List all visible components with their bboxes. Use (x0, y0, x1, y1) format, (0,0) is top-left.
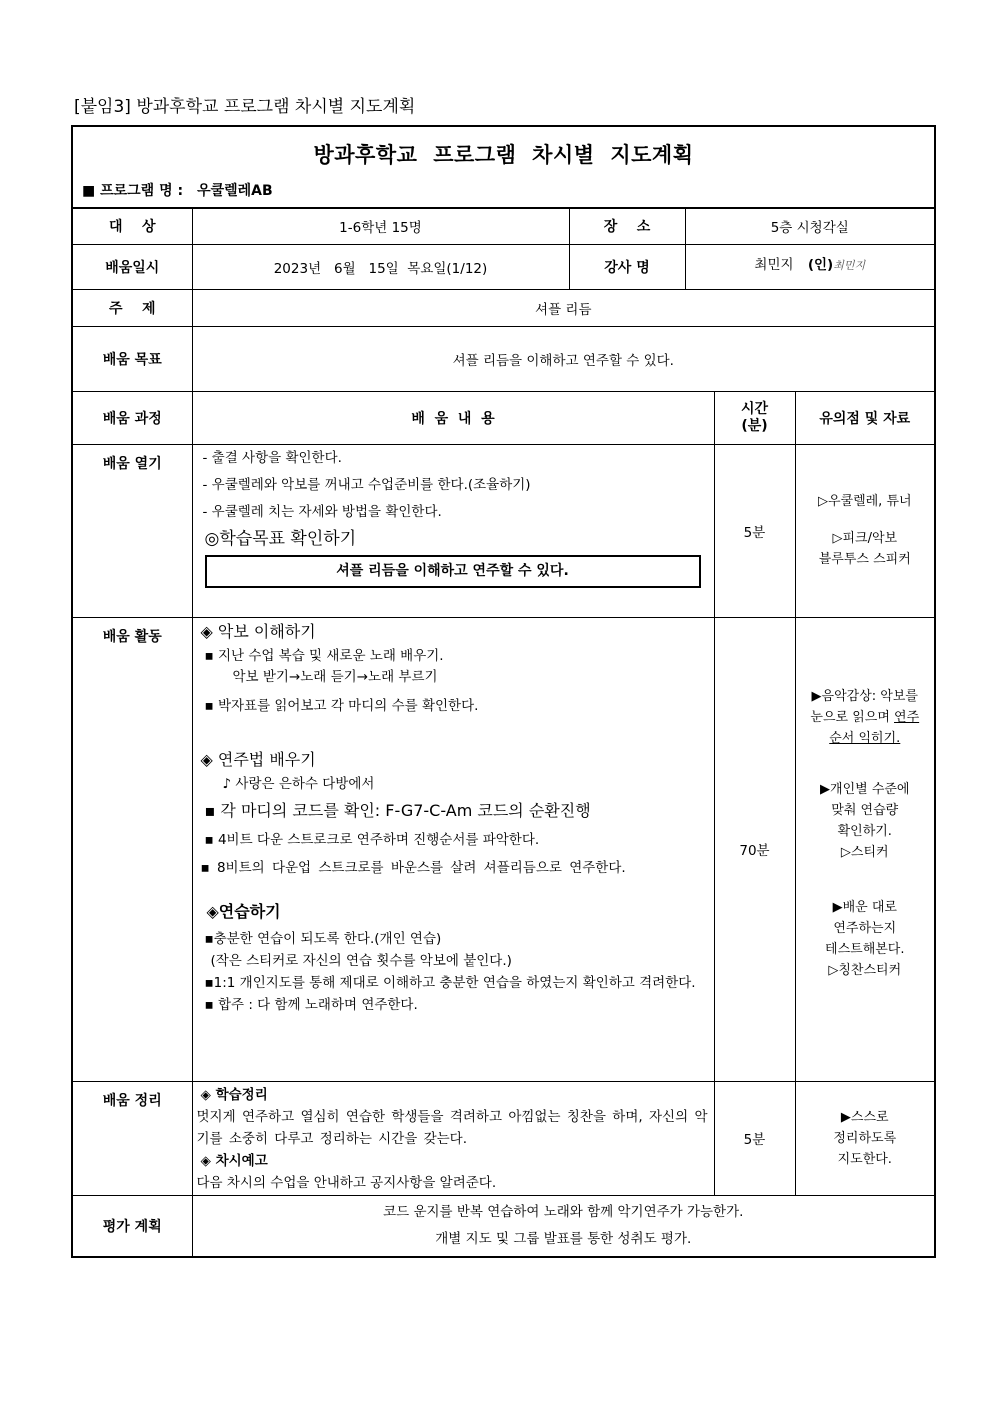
evaluation-label: 평가 계획 (73, 1195, 192, 1256)
activity-note3-3: 테스트해본다. (825, 941, 905, 957)
activity-sec1-line-1: ▪ 지난 수업 복습 및 새로운 노래 배우기. (204, 647, 444, 664)
target-value: 1-6학년 15명 (192, 209, 569, 244)
opening-note-2: ▷피크/악보 (832, 531, 898, 546)
topic-label: 주 제 (73, 289, 192, 326)
opening-content (192, 444, 714, 617)
date-value: 2023년 6월 15일 목요일(1/12) (192, 244, 569, 289)
activity-sec3-title: ◈연습하기 (206, 901, 281, 921)
activity-note1-b: 눈으로 읽으며 (810, 709, 890, 725)
activity-sec3-line-1: ▪충분한 연습이 되도록 한다.(개인 연습) (204, 930, 442, 947)
opening-goal-check: ◎학습목표 확인하기 (204, 528, 357, 549)
goal-value: 셔플 리듬을 이해하고 연주할 수 있다. (192, 326, 934, 391)
closing-sec2-title: ◈ 차시예고 (200, 1152, 268, 1169)
activity-sec2-line-3: ▪ 4비트 다운 스트로크로 연주하며 진행순서를 파악한다. (204, 831, 540, 848)
closing-label: 배움 정리 (73, 1081, 192, 1195)
target-label: 대 상 (73, 209, 192, 244)
row-columns (73, 391, 934, 444)
goal-label: 배움 목표 (73, 326, 192, 391)
activity-time: 70분 (714, 617, 795, 1081)
lesson-plan-table (73, 209, 934, 1256)
activity-sec3-line-3: ▪1:1 개인지도를 통해 제대로 이해하고 충분한 연습을 하였는지 확인하고 격려한다. (204, 974, 696, 991)
date-label: 배움일시 (73, 244, 192, 289)
activity-notes (795, 617, 934, 1081)
evaluation-content (192, 1195, 934, 1256)
program-value: 우쿨렐레AB (197, 183, 273, 199)
program-label: ■ 프로그램 명 : (82, 183, 184, 199)
closing-notes (795, 1081, 934, 1195)
closing-time: 5분 (714, 1081, 795, 1195)
activity-sec2-line-2: ▪ 각 마디의 코드를 확인: F-G7-C-Am 코드의 순환진행 (204, 800, 591, 820)
opening-goal-box: 셔플 리듬을 이해하고 연주할 수 있다. (205, 555, 701, 588)
closing-note-2: 정리하도록 (833, 1130, 897, 1146)
activity-note2-4: ▷스티커 (840, 844, 889, 860)
row-closing (73, 1081, 934, 1195)
attachment-title: [붙임3] 방과후학교 프로그램 차시별 지도계획 (74, 97, 416, 117)
closing-note-1: ▶스스로 (840, 1109, 889, 1125)
activity-note3-2: 연주하는지 (833, 920, 897, 936)
activity-sec1-line-2: 악보 받기→노래 듣기→노래 부르기 (232, 668, 438, 685)
seal-label: (인) (807, 256, 834, 273)
opening-line-2: - 우쿨렐레와 악보를 꺼내고 수업준비를 한다.(조율하기) (202, 476, 531, 493)
activity-note1-a: ▶음악감상: 악보를 (811, 688, 918, 704)
row-opening (73, 444, 934, 617)
opening-notes (795, 444, 934, 617)
col-time-line2: (분) (741, 417, 768, 434)
closing-sec2-text: 다음 차시의 수업을 안내하고 공지사항을 알려준다. (196, 1174, 497, 1191)
place-value: 5층 시청각실 (685, 209, 934, 244)
col-time-line1: 시간 (740, 400, 769, 417)
opening-label: 배움 열기 (73, 444, 192, 617)
activity-sec3-line-2: (작은 스티커로 자신의 연습 횟수를 악보에 붙인다.) (210, 952, 512, 969)
activity-note3-4: ▷칭찬스티커 (828, 962, 902, 978)
closing-sec1-title: ◈ 학습정리 (200, 1086, 268, 1103)
program-name (82, 180, 273, 200)
activity-note1-c: 연주 (894, 709, 920, 725)
col-notes: 유의점 및 자료 (795, 391, 934, 444)
place-label: 장 소 (569, 209, 685, 244)
lesson-plan-frame (71, 125, 936, 1258)
row-target (73, 209, 934, 244)
row-date (73, 244, 934, 289)
activity-note1-b-line (800, 707, 931, 728)
row-topic (73, 289, 934, 326)
opening-time: 5분 (714, 444, 795, 617)
evaluation-line-1: 코드 운지를 반복 연습하여 노래와 함께 악기연주가 가능한가. (383, 1203, 744, 1220)
activity-sec1-line-3: ▪ 박자표를 읽어보고 각 마디의 수를 확인한다. (204, 697, 479, 714)
plan-title: 방과후학교 프로그램 차시별 지도계획 (313, 143, 694, 167)
teacher-cell (685, 244, 934, 289)
col-time (714, 391, 795, 444)
activity-note1-d: 순서 익히기. (829, 730, 901, 746)
col-content: 배 움 내 용 (192, 391, 714, 444)
opening-note-3: 블루투스 스피커 (818, 552, 911, 567)
activity-content (192, 617, 714, 1081)
plan-header (73, 127, 934, 209)
col-process: 배움 과정 (73, 391, 192, 444)
activity-label: 배움 활동 (73, 617, 192, 1081)
teacher-value: 최민지 (754, 256, 794, 273)
closing-note-3: 지도한다. (837, 1151, 892, 1167)
closing-sec1-text: 멋지게 연주하고 열심히 연습한 학생들을 격려하고 아낌없는 칭찬을 하며, 자신의 악기를 소중히 다루고 정리하는 시간을 갖는다. (196, 1108, 708, 1147)
activity-sec2-title: ◈ 연주법 배우기 (200, 749, 316, 769)
opening-note-1: ▷우쿨렐레, 튜너 (817, 494, 912, 509)
teacher-label: 강사 명 (569, 244, 685, 289)
row-evaluation (73, 1195, 934, 1256)
row-activity (73, 617, 934, 1081)
activity-note2-3: 확인하기. (837, 823, 892, 839)
activity-note2-2: 맞춰 연습량 (831, 802, 899, 818)
activity-sec3-line-4: ▪ 합주 : 다 함께 노래하며 연주한다. (204, 996, 418, 1013)
activity-sec1-title: ◈ 악보 이해하기 (200, 621, 316, 641)
topic-value: 셔플 리듬 (192, 289, 934, 326)
opening-line-1: - 출결 사항을 확인한다. (202, 449, 342, 466)
evaluation-line-2: 개별 지도 및 그룹 발표를 통한 성취도 평가. (435, 1230, 692, 1247)
activity-note3-1: ▶배운 대로 (832, 899, 897, 915)
activity-note2-1: ▶개인별 수준에 (820, 781, 910, 797)
activity-sec2-line-4: ▪ 8비트의 다운업 스트크로를 바운스를 살려 셔플리듬으로 연주한다. (200, 859, 626, 876)
closing-content (192, 1081, 714, 1195)
activity-sec2-line-1: ♪ 사랑은 은하수 다방에서 (222, 775, 375, 792)
signature: 최민지 (833, 258, 866, 272)
opening-line-3: - 우쿨렐레 치는 자세와 방법을 확인한다. (202, 503, 442, 520)
row-goal (73, 326, 934, 391)
